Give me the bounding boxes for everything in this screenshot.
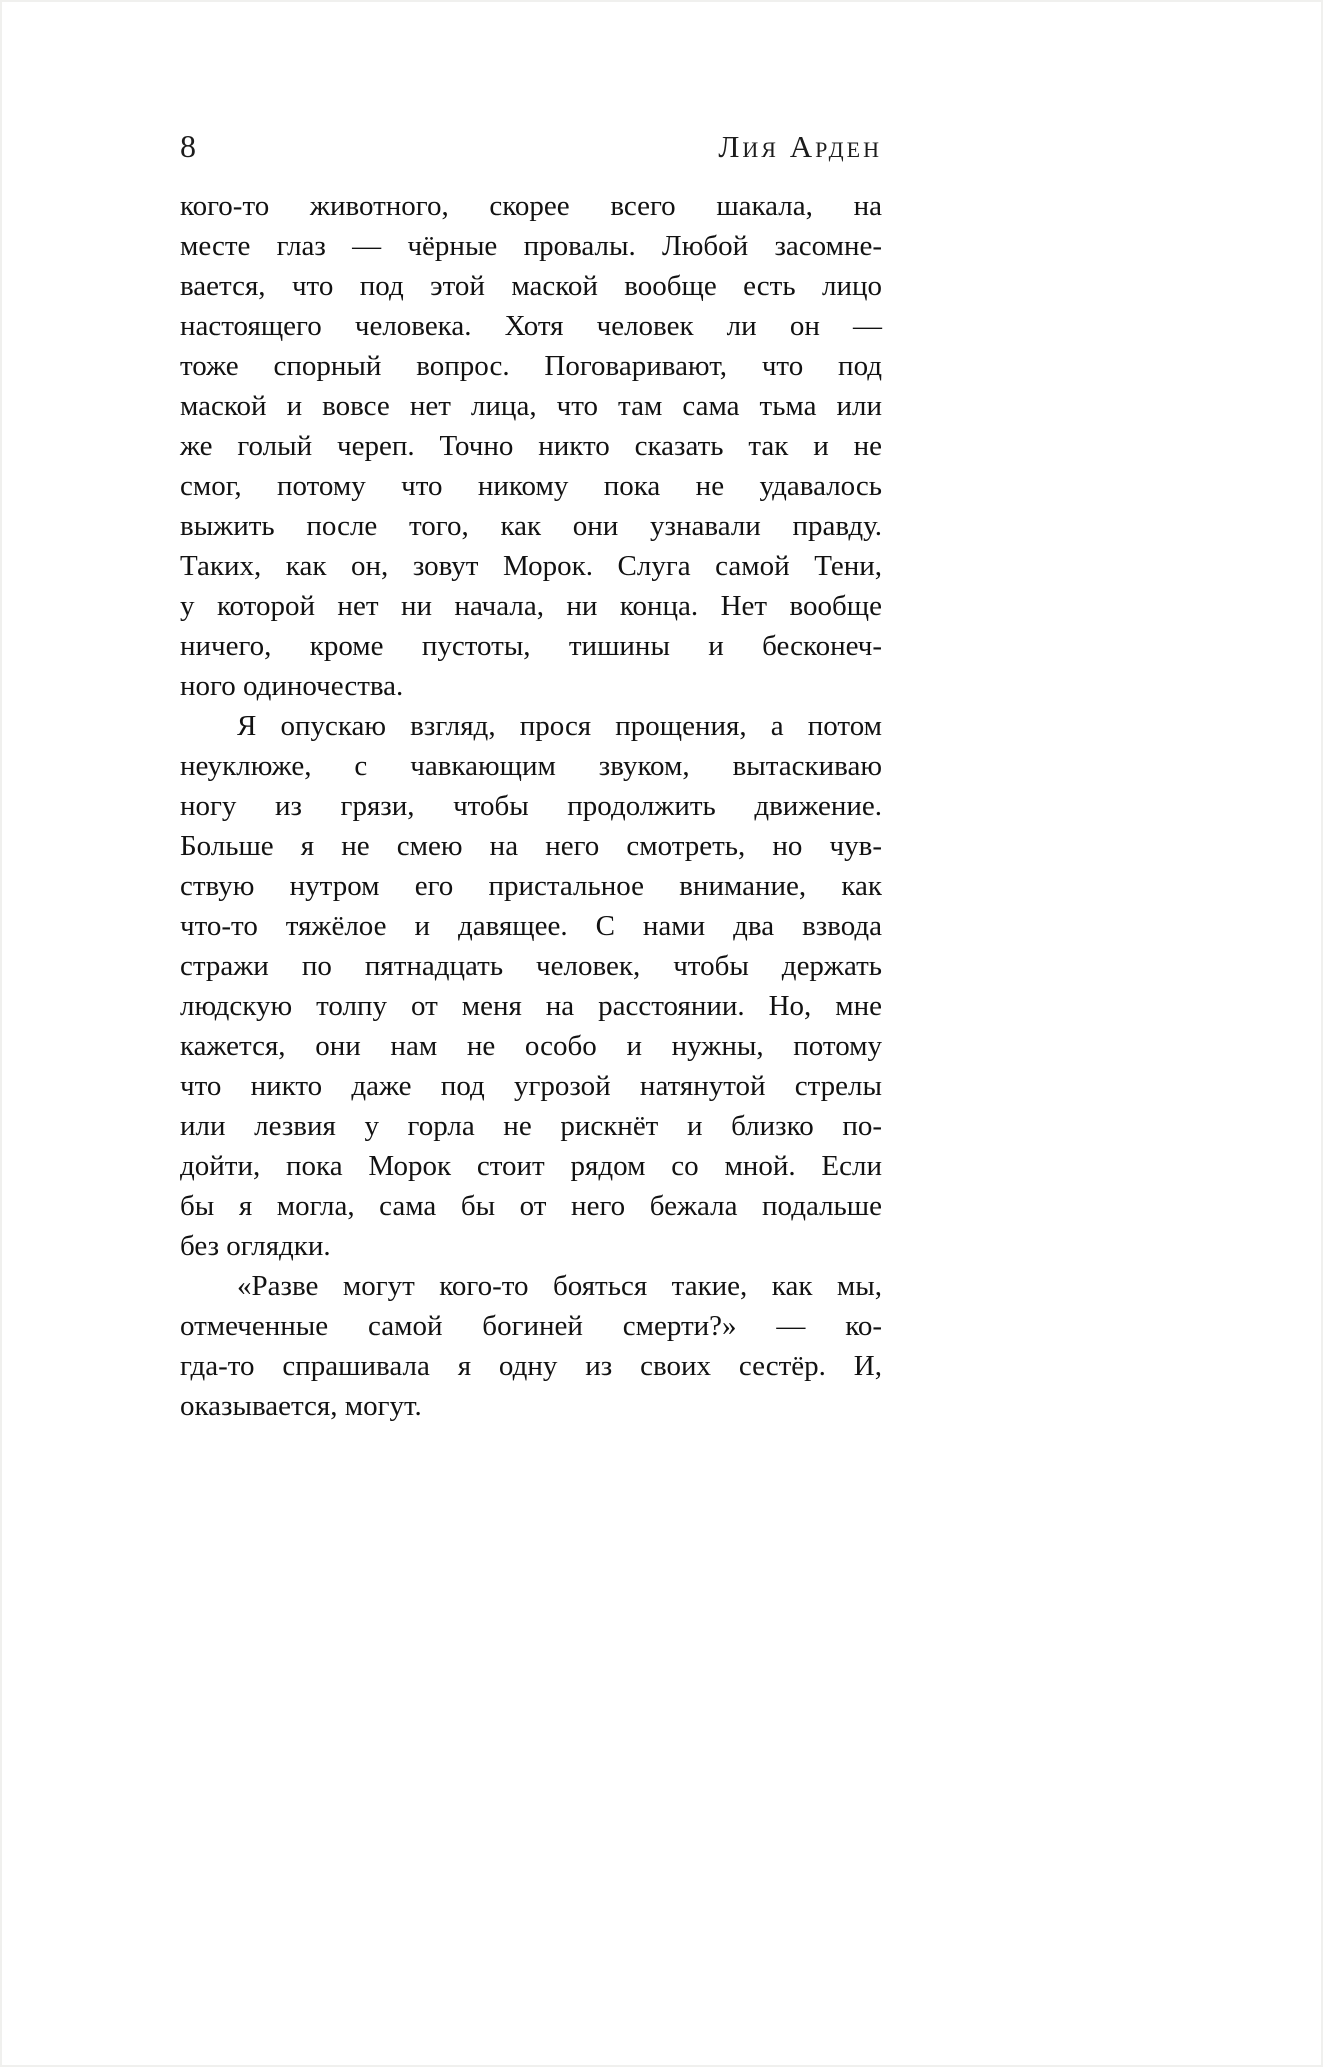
text-line: настоящего человека. Хотя человек ли он — (180, 310, 882, 342)
text-line: Таких, как он, зовут Морок. Слуга самой Тени, (180, 550, 882, 582)
text-line: ствую нутром его пристальное внимание, как (180, 870, 882, 902)
text-line: выжить после того, как они узнавали правду. (180, 510, 882, 542)
text-line: кажется, они нам не особо и нужны, потому (180, 1030, 882, 1062)
text-block (180, 186, 882, 1426)
text-line: вается, что под этой маской вообще есть лицо (180, 270, 882, 302)
paragraph (180, 1266, 882, 1426)
text-line: людскую толпу от меня на расстоянии. Но, мне (180, 990, 882, 1022)
text-line: маской и вовсе нет лица, что там сама тьма или (180, 390, 882, 422)
text-line: дойти, пока Морок стоит рядом со мной. Если (180, 1150, 882, 1182)
text-line: отмеченные самой богиней смерти?» — ко- (180, 1310, 882, 1342)
paragraph (180, 186, 882, 706)
text-line: ного одиночества. (180, 670, 404, 702)
text-line: смог, потому что никому пока не удавалось (180, 470, 882, 502)
running-header (180, 128, 882, 165)
running-header-author: Лия Арден (718, 129, 882, 164)
text-line: что-то тяжёлое и давящее. С нами два взвода (180, 910, 882, 942)
text-line: у которой нет ни начала, ни конца. Нет вообще (180, 590, 882, 622)
text-line: ничего, кроме пустоты, тишины и бесконеч- (180, 630, 882, 662)
text-line: Больше я не смею на него смотреть, но чув- (180, 830, 882, 862)
text-line: Я опускаю взгляд, прося прощения, а потом (237, 710, 882, 742)
text-line: ногу из грязи, чтобы продолжить движение. (180, 790, 882, 822)
text-line: неуклюже, с чавкающим звуком, вытаскиваю (180, 750, 882, 782)
text-line: стражи по пятнадцать человек, чтобы держать (180, 950, 882, 982)
paragraph (180, 706, 882, 1266)
text-line: или лезвия у горла не рискнёт и близко по- (180, 1110, 882, 1142)
text-line: «Разве могут кого-то бояться такие, как мы, (237, 1270, 882, 1302)
page-number: 8 (180, 128, 196, 164)
text-line: же голый череп. Точно никто сказать так и не (180, 430, 882, 462)
text-line: бы я могла, сама бы от него бежала подальше (180, 1190, 882, 1222)
text-line: месте глаз — чёрные провалы. Любой засомне- (180, 230, 882, 262)
text-line: без оглядки. (180, 1230, 331, 1262)
text-line: оказывается, могут. (180, 1390, 422, 1422)
text-line: гда-то спрашивала я одну из своих сестёр. И, (180, 1350, 882, 1382)
text-line: кого-то животного, скорее всего шакала, на (180, 190, 882, 222)
text-line: тоже спорный вопрос. Поговаривают, что под (180, 350, 882, 382)
text-line: что никто даже под угрозой натянутой стрелы (180, 1070, 882, 1102)
